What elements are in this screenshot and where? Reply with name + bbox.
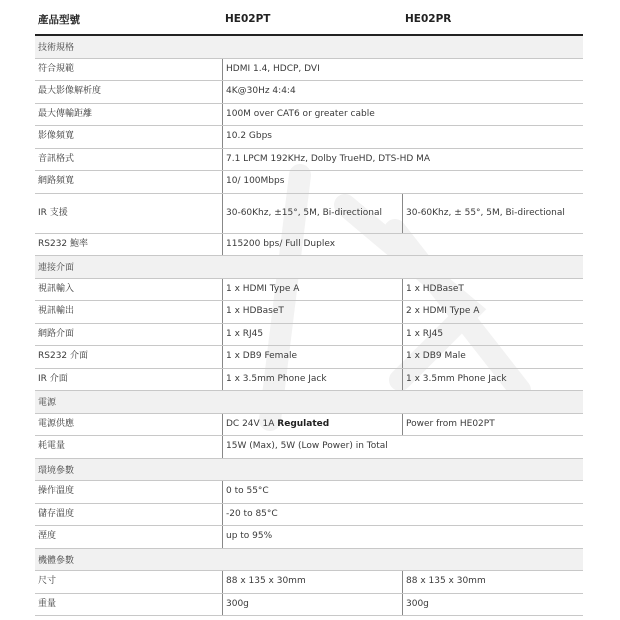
row-label: RS232 介面 <box>38 351 89 362</box>
table-row <box>35 504 583 527</box>
row-value-pr: 30-60Khz, ± 55°, 5M, Bi-directional <box>402 194 583 233</box>
row-label: 最大影像解析度 <box>38 86 102 97</box>
row-value: up to 95% <box>222 526 583 548</box>
table-row <box>35 594 583 617</box>
row-label: IR 支援 <box>38 207 68 218</box>
header-label: 產品型號 <box>38 13 80 26</box>
row-value-pr: 88 x 135 x 30mm <box>402 571 583 593</box>
table-row <box>35 194 583 234</box>
row-label: 最大傳輸距離 <box>38 108 93 119</box>
section-body: 機體參數 <box>35 549 583 572</box>
row-value: 115200 bps/ Full Duplex <box>222 234 583 256</box>
row-label: 網路頻寬 <box>38 176 75 187</box>
row-label: RS232 鮑率 <box>38 238 89 249</box>
row-value: 10.2 Gbps <box>222 126 583 148</box>
row-label: 尺寸 <box>38 576 57 587</box>
section-power: 電源 <box>35 391 583 414</box>
row-value: HDMI 1.4, HDCP, DVI <box>222 59 583 81</box>
row-value-pt <box>222 414 402 436</box>
row-value-pr: 300g <box>402 594 583 616</box>
table-row <box>35 234 583 257</box>
section-conn: 連接介面 <box>35 256 583 279</box>
row-label: IR 介面 <box>38 373 68 384</box>
table-row <box>35 149 583 172</box>
header-model-pr: HE02PR <box>405 13 452 25</box>
row-label: 視訊輸出 <box>38 306 75 317</box>
table-row <box>35 126 583 149</box>
row-label: 網路介面 <box>38 328 75 339</box>
table-row <box>35 369 583 392</box>
table-row <box>35 481 583 504</box>
row-label: 音訊格式 <box>38 153 75 164</box>
row-label: 視訊輸入 <box>38 283 75 294</box>
row-value-pt: 1 x 3.5mm Phone Jack <box>222 369 402 391</box>
row-value-pt: 300g <box>222 594 402 616</box>
table-row <box>35 526 583 549</box>
row-label: 溼度 <box>38 531 57 542</box>
row-value: 15W (Max), 5W (Low Power) in Total <box>222 436 583 458</box>
row-value-pr: Power from HE02PT <box>402 414 583 436</box>
section-env: 環境參數 <box>35 459 583 482</box>
table-row <box>35 59 583 82</box>
header-model-pt: HE02PT <box>225 13 271 25</box>
row-label: 操作溫度 <box>38 486 75 497</box>
table-row <box>35 171 583 194</box>
table-header <box>35 4 583 36</box>
row-value-pt: 1 x HDMI Type A <box>222 279 402 301</box>
row-value: 100M over CAT6 or greater cable <box>222 104 583 126</box>
table-row <box>35 324 583 347</box>
table-row <box>35 414 583 437</box>
spec-table <box>35 4 583 616</box>
table-row <box>35 81 583 104</box>
row-label: 重量 <box>38 598 57 609</box>
supply-regulated: Regulated <box>277 418 330 429</box>
row-value-pt: 1 x HDBaseT <box>222 301 402 323</box>
row-value-pr: 1 x RJ45 <box>402 324 583 346</box>
supply-spec: DC 24V 1A <box>226 418 278 429</box>
row-value-pr: 1 x HDBaseT <box>402 279 583 301</box>
row-value-pr: 1 x DB9 Male <box>402 346 583 368</box>
table-row <box>35 279 583 302</box>
row-label: 儲存溫度 <box>38 508 75 519</box>
row-value-pt: 30-60Khz, ±15°, 5M, Bi-directional <box>222 194 402 233</box>
row-value: -20 to 85°C <box>222 504 583 526</box>
table-row <box>35 436 583 459</box>
row-value: 10/ 100Mbps <box>222 171 583 193</box>
row-value: 0 to 55°C <box>222 481 583 503</box>
row-value-pt: 1 x DB9 Female <box>222 346 402 368</box>
table-row <box>35 104 583 127</box>
table-row <box>35 301 583 324</box>
row-value: 4K@30Hz 4:4:4 <box>222 81 583 103</box>
section-tech: 技術規格 <box>35 36 583 59</box>
row-label: 影像頻寬 <box>38 131 75 142</box>
table-row <box>35 571 583 594</box>
table-row <box>35 346 583 369</box>
row-value-pr: 1 x 3.5mm Phone Jack <box>402 369 583 391</box>
row-value-pt: 1 x RJ45 <box>222 324 402 346</box>
row-label: 耗電量 <box>38 441 66 452</box>
row-value: 7.1 LPCM 192KHz, Dolby TrueHD, DTS-HD MA <box>222 149 583 171</box>
row-label: 符合規範 <box>38 63 75 74</box>
row-value-pt: 88 x 135 x 30mm <box>222 571 402 593</box>
row-label: 電源供應 <box>38 418 75 429</box>
row-value-pr: 2 x HDMI Type A <box>402 301 583 323</box>
